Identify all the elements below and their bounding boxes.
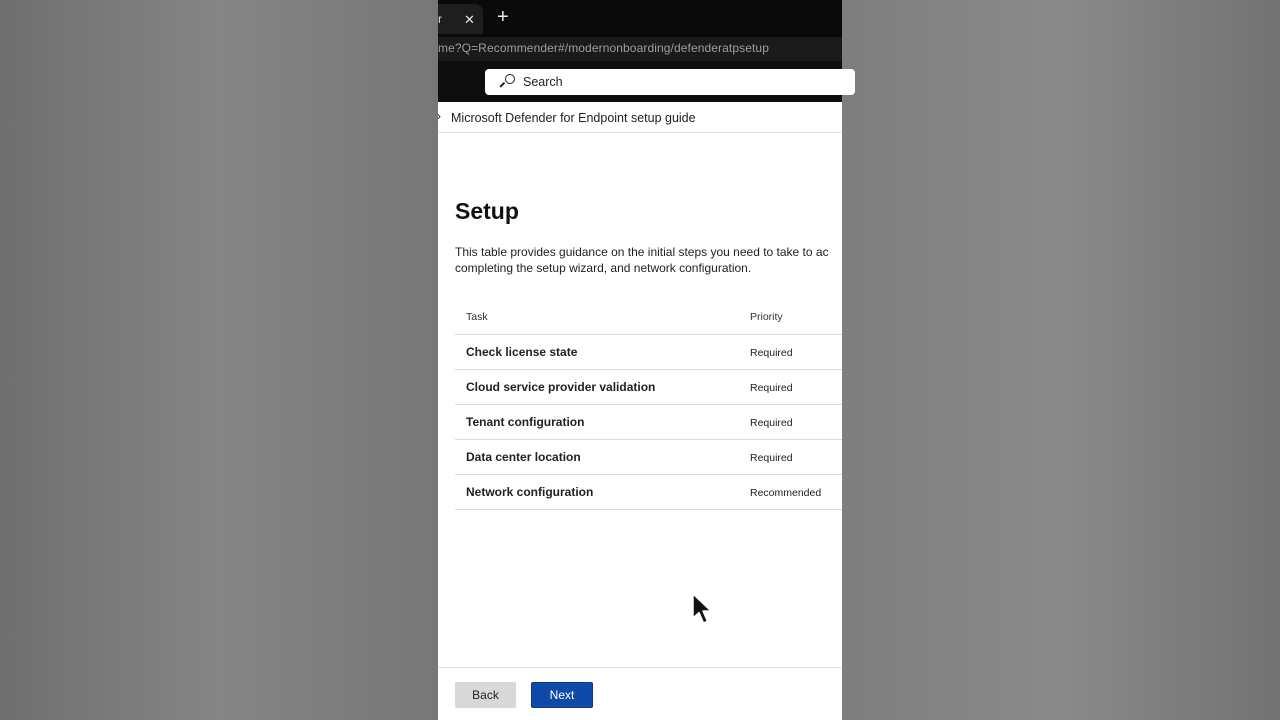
search-icon <box>499 74 515 90</box>
page-description <box>455 244 842 276</box>
blurred-background-left <box>0 0 438 720</box>
priority-cell: Recommended <box>750 487 822 499</box>
page-title: Setup <box>455 198 519 224</box>
task-cell: Cloud service provider validation <box>466 380 656 394</box>
close-tab-icon[interactable]: ✕ <box>464 12 475 27</box>
tab-title-fragment: r <box>438 12 442 26</box>
table-row[interactable] <box>455 370 842 405</box>
browser-tab[interactable] <box>438 4 483 34</box>
task-cell: Tenant configuration <box>466 415 585 429</box>
wizard-footer <box>438 667 842 720</box>
address-bar[interactable] <box>438 37 842 61</box>
chevron-right-icon[interactable]: › <box>437 109 441 123</box>
description-line-2: completing the setup wizard, and network configuration. <box>455 261 752 275</box>
back-button[interactable]: Back <box>455 682 516 708</box>
table-header <box>455 300 842 335</box>
blurred-background-right <box>842 0 1280 720</box>
task-cell: Data center location <box>466 450 581 464</box>
search-box[interactable] <box>485 69 855 95</box>
table-row[interactable] <box>455 405 842 440</box>
setup-task-table <box>455 300 842 510</box>
description-line-1: This table provides guidance on the initial steps you need to take to ac <box>455 245 829 259</box>
priority-cell: Required <box>750 417 793 429</box>
mouse-cursor-icon <box>691 593 713 625</box>
column-header-priority: Priority <box>750 311 783 323</box>
suite-header <box>438 61 842 102</box>
breadcrumb <box>438 102 842 133</box>
search-placeholder[interactable]: Search <box>523 75 563 89</box>
task-cell: Network configuration <box>466 485 594 499</box>
table-row[interactable] <box>455 440 842 475</box>
table-row[interactable] <box>455 475 842 510</box>
breadcrumb-current: Microsoft Defender for Endpoint setup guide <box>451 111 696 125</box>
priority-cell: Required <box>750 382 793 394</box>
task-cell: Check license state <box>466 345 578 359</box>
next-button[interactable]: Next <box>531 682 593 708</box>
column-header-task: Task <box>466 311 488 323</box>
table-row[interactable] <box>455 335 842 370</box>
tab-bar <box>438 0 842 37</box>
priority-cell: Required <box>750 452 793 464</box>
priority-cell: Required <box>750 347 793 359</box>
url-text[interactable]: me?Q=Recommender#/modernonboarding/defenderatpsetup <box>438 41 769 55</box>
new-tab-icon[interactable]: + <box>497 6 509 28</box>
page-content <box>455 198 875 225</box>
